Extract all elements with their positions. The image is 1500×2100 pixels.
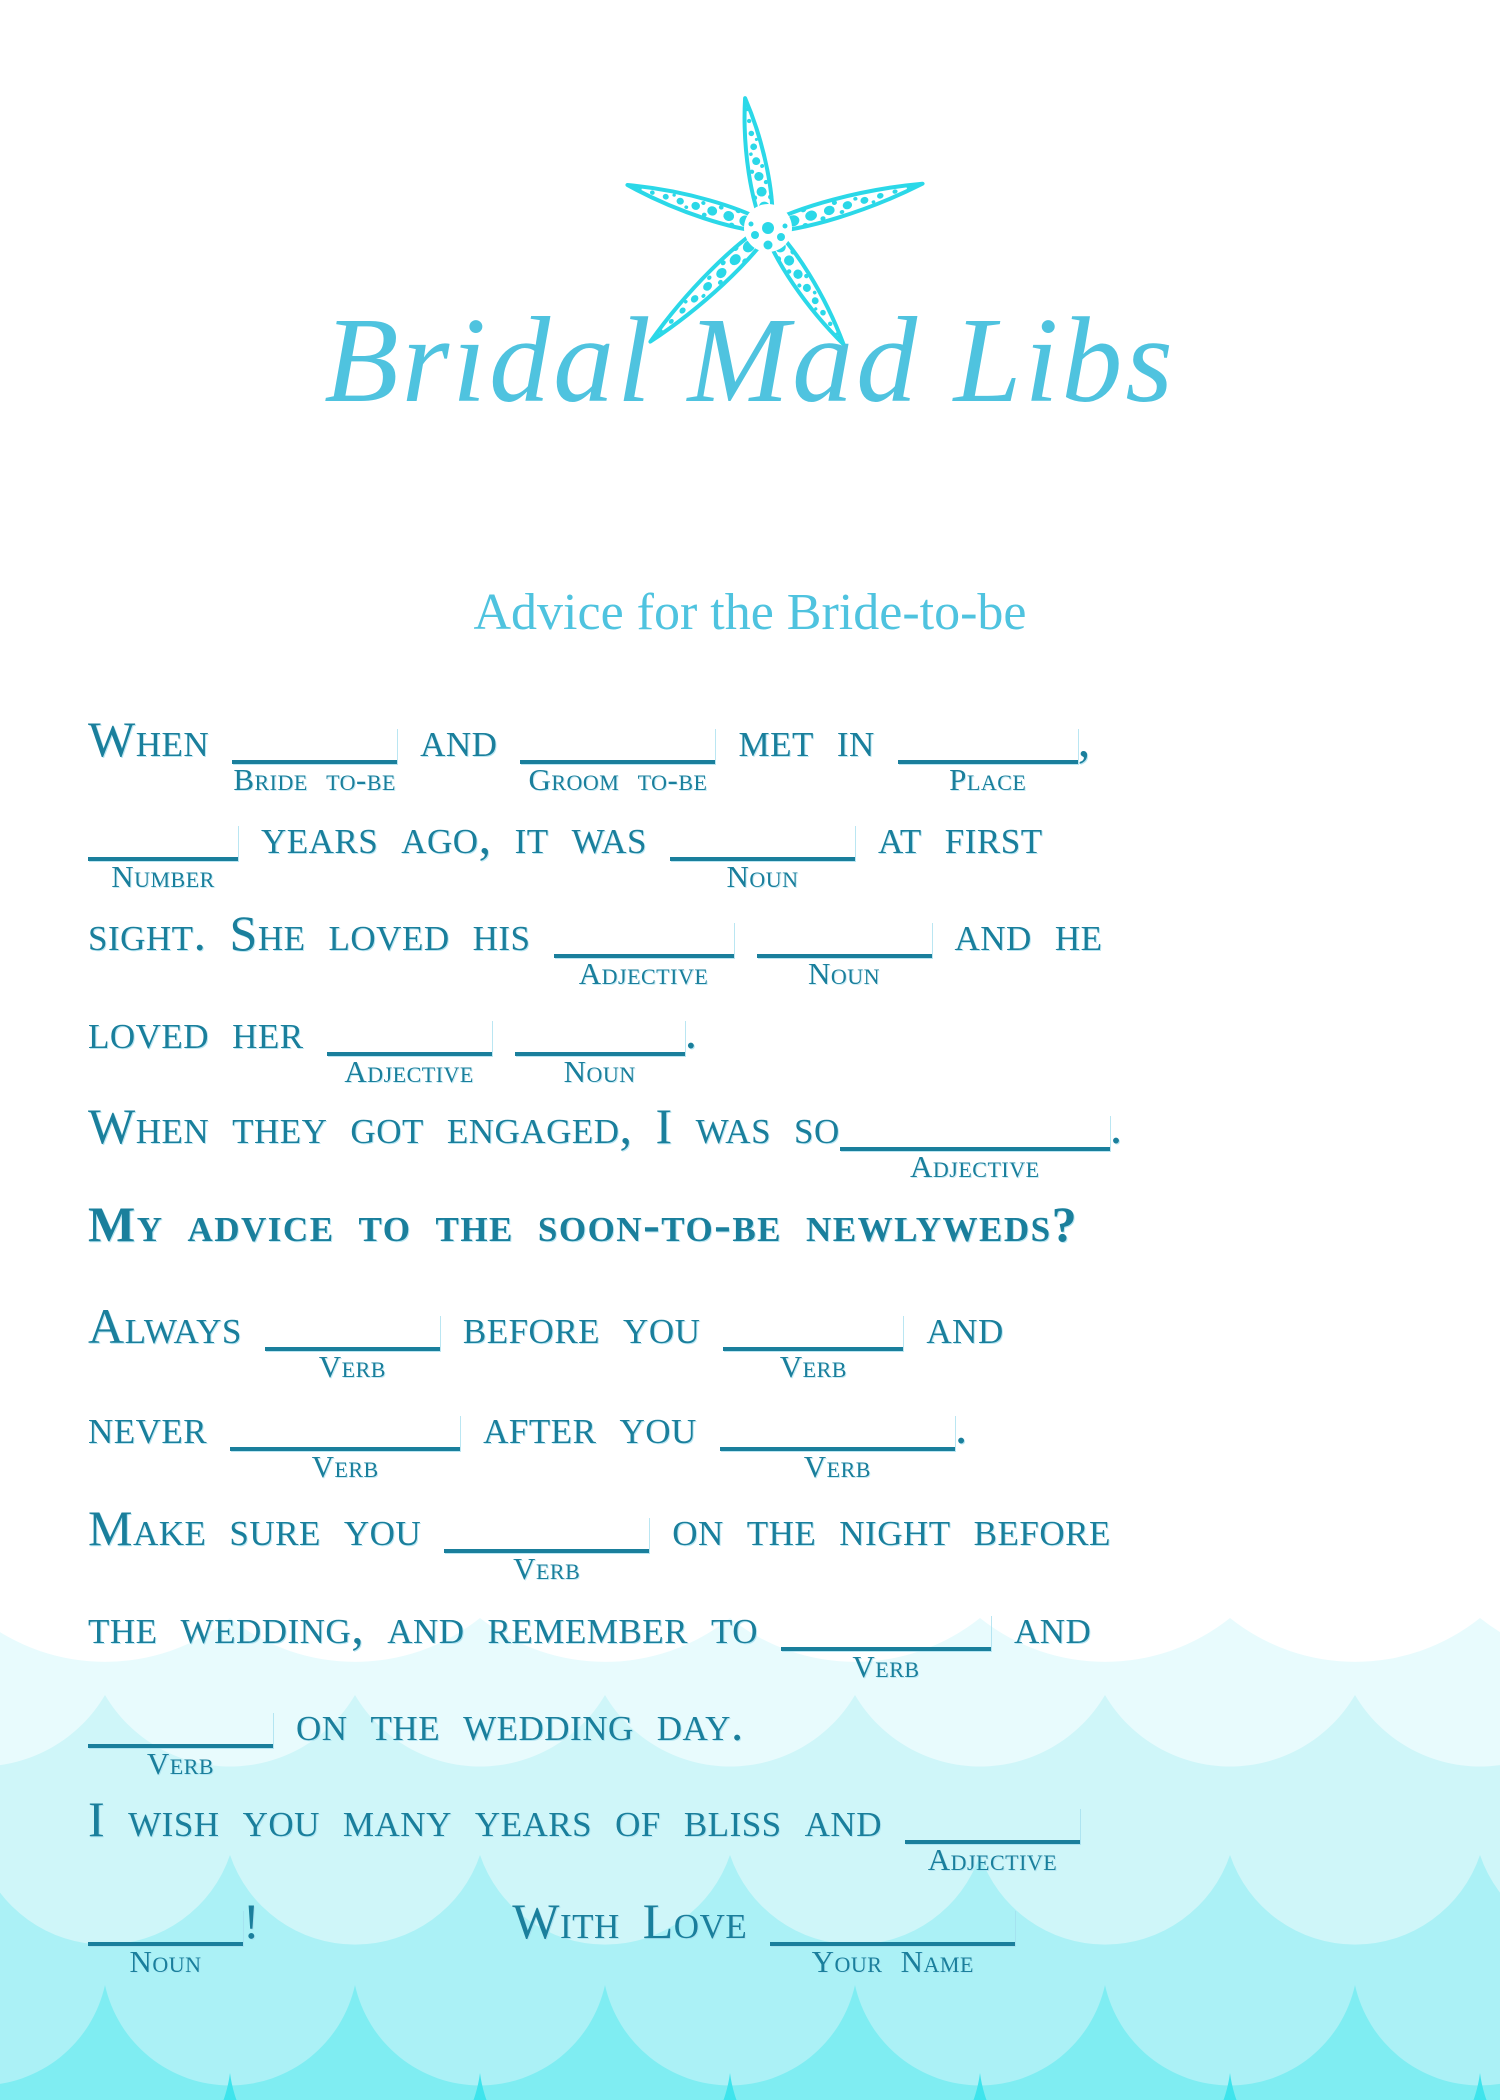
blank-verb[interactable] <box>88 1712 273 1781</box>
blank-adjective[interactable] <box>905 1808 1080 1877</box>
blank-label: Adjective <box>927 1842 1058 1877</box>
line-text: and <box>1013 1598 1092 1654</box>
blank-label: Adjective <box>344 1054 474 1089</box>
blank-place[interactable] <box>898 728 1078 797</box>
line-text: met in <box>738 711 875 767</box>
blank-adjective[interactable] <box>554 922 734 991</box>
blank-label: Noun <box>563 1054 636 1089</box>
line-text: on the wedding day. <box>296 1695 744 1751</box>
line-text: after you <box>483 1398 697 1454</box>
blank-verb[interactable] <box>444 1517 649 1586</box>
line-text: never <box>88 1398 208 1454</box>
line-text: before you <box>462 1298 701 1354</box>
madlib-line <box>88 1598 1460 1684</box>
blank-bride-to-be[interactable] <box>232 728 397 797</box>
blank-label: Verb <box>803 1449 871 1484</box>
line-text: and <box>926 1298 1004 1354</box>
blank-verb[interactable] <box>265 1315 440 1384</box>
blank-noun[interactable] <box>515 1020 685 1089</box>
blank-label: Verb <box>318 1349 386 1384</box>
blank-label: Adjective <box>910 1149 1040 1184</box>
madlib-line <box>88 808 1460 894</box>
madlib-line <box>88 1791 1460 1877</box>
line-text: Make sure you <box>88 1500 422 1556</box>
line-text: . <box>954 1398 968 1454</box>
blank-noun[interactable] <box>88 1910 243 1979</box>
line-text: sight. She loved his <box>88 905 531 961</box>
page-title: Bridal Mad Libs <box>324 293 1176 428</box>
line-text: at first <box>878 808 1043 864</box>
line-text: loved her <box>88 1003 304 1059</box>
line-text: . <box>684 1003 698 1059</box>
blank-verb[interactable] <box>230 1415 460 1484</box>
line-text: ! <box>243 1893 261 1949</box>
blank-label: Your Name <box>811 1944 974 1979</box>
madlib-line <box>88 711 1460 797</box>
line-text: the wedding, and remember to <box>88 1598 758 1654</box>
line-text: When they got engaged, I was so <box>88 1098 840 1154</box>
line-text: on the night before <box>672 1500 1111 1556</box>
line-text: Always <box>88 1298 242 1354</box>
madlib-line <box>88 1500 1460 1586</box>
blank-label: Groom to-be <box>528 762 708 797</box>
blank-label: Noun <box>129 1944 202 1979</box>
madlib-line <box>88 1003 1460 1089</box>
blank-label: Verb <box>146 1746 215 1781</box>
line-text: With Love <box>512 1893 748 1949</box>
madlib-line <box>88 1893 1460 1979</box>
blank-adjective[interactable] <box>327 1020 492 1089</box>
madlib-line <box>88 905 1460 991</box>
blank-verb[interactable] <box>781 1615 991 1684</box>
line-text: I wish you many years of bliss and <box>88 1791 882 1847</box>
line-text: years ago, it was <box>261 808 647 864</box>
blank-label: Adjective <box>578 956 709 991</box>
blank-number[interactable] <box>88 825 238 894</box>
blank-label: Verb <box>311 1449 379 1484</box>
blank-groom-to-be[interactable] <box>520 728 715 797</box>
line-text: and <box>420 711 498 767</box>
madlib-line <box>88 1695 1460 1781</box>
madlib-line <box>88 1298 1460 1384</box>
blank-label: Noun <box>726 859 799 894</box>
line-text: When <box>88 711 210 767</box>
blank-label: Number <box>111 859 215 894</box>
blank-label: Noun <box>807 956 881 991</box>
blank-verb[interactable] <box>723 1315 903 1384</box>
blank-noun[interactable] <box>757 922 932 991</box>
blank-label: Place <box>949 762 1027 797</box>
madlib-line <box>88 1098 1460 1184</box>
blank-label: Bride to-be <box>233 762 396 797</box>
blank-verb[interactable] <box>720 1415 955 1484</box>
blank-adjective[interactable] <box>840 1115 1110 1184</box>
line-text: . <box>1109 1098 1123 1154</box>
line-text: and he <box>954 905 1103 961</box>
blank-your-name[interactable] <box>770 1910 1015 1979</box>
page-subtitle: Advice for the Bride-to-be <box>473 584 1027 641</box>
blank-noun[interactable] <box>670 825 855 894</box>
blank-label: Verb <box>779 1349 847 1384</box>
madlib-line <box>88 1198 1460 1250</box>
line-text: , <box>1077 711 1091 767</box>
line-text: My advice to the soon-to-be newlyweds? <box>88 1196 1079 1252</box>
blank-label: Verb <box>513 1551 581 1586</box>
madlib-line <box>88 1398 1460 1484</box>
blank-label: Verb <box>852 1649 920 1684</box>
